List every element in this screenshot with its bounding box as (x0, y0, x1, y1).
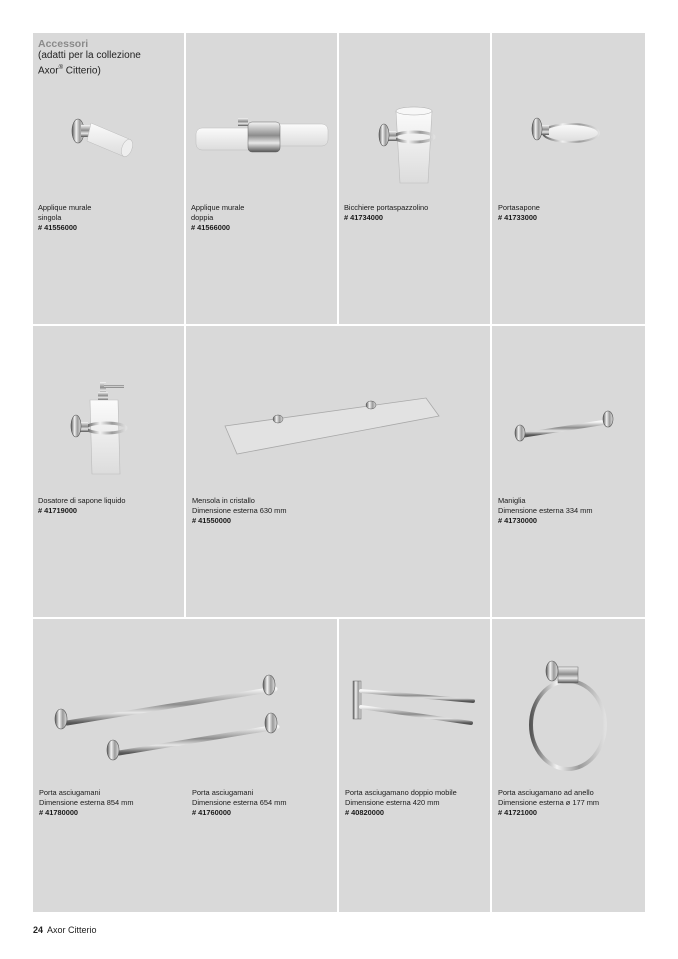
product-code: # 41556000 (38, 223, 78, 232)
portasapone-illustration (527, 111, 607, 151)
heading-line2: Axor® Citterio) (38, 65, 101, 77)
caption-7: Porta asciugamani Dimensione esterna 854 mm # 41780000 (39, 788, 134, 817)
heading-title: Accessori (38, 38, 89, 50)
bicchiere-illustration (374, 105, 444, 190)
caption-8: Porta asciugamani Dimensione esterna 654 mm # 41760000 (192, 788, 287, 817)
product-code: # 41760000 (192, 808, 232, 817)
product-code: # 41780000 (39, 808, 79, 817)
footer-title: Axor Citterio (47, 925, 97, 935)
doppio-mobile-illustration (349, 677, 479, 733)
product-code: # 41550000 (192, 516, 232, 525)
caption-2: Bicchiere portaspazzolino # 41734000 (344, 203, 429, 222)
anello-illustration (524, 657, 614, 775)
caption-10: Porta asciugamano ad anello Dimensione esterna ø 177 mm # 41721000 (498, 788, 600, 817)
product-code: # 41734000 (344, 213, 384, 222)
product-code: # 41733000 (498, 213, 538, 222)
caption-5: Mensola in cristallo Dimensione esterna 630 mm # 41550000 (192, 496, 287, 525)
caption-4: Dosatore di sapone liquido # 41719000 (38, 496, 126, 515)
product-code: # 40820000 (345, 808, 385, 817)
caption-9: Porta asciugamano doppio mobile Dimensione esterna 420 mm # 40820000 (345, 788, 457, 817)
panel-maniglia (492, 326, 645, 617)
caption-1: Applique murale doppia # 41566000 (191, 203, 245, 232)
caption-3: Portasapone # 41733000 (498, 203, 540, 222)
panel-dosatore (33, 326, 184, 617)
product-code: # 41566000 (191, 223, 231, 232)
heading-line1: (adatti per la collezione (38, 50, 141, 61)
product-code: # 41721000 (498, 808, 538, 817)
panel-applique-doppia (186, 33, 337, 324)
panel-portasapone (492, 33, 645, 324)
panel-mensola (186, 326, 490, 617)
panel-porta-asciugamani (33, 619, 337, 912)
caption-6: Maniglia Dimensione esterna 334 mm # 41730000 (498, 496, 593, 525)
mensola-illustration (221, 394, 446, 459)
panel-applique-singola (33, 33, 184, 324)
porta-asciugamani-illustration (47, 671, 297, 771)
applique-doppia-illustration (192, 118, 332, 158)
page-number: 24 (33, 925, 44, 935)
section-heading (38, 38, 141, 77)
dosatore-illustration (68, 378, 138, 478)
panel-anello (492, 619, 645, 912)
page-footer (33, 925, 97, 935)
applique-singola-illustration (63, 111, 173, 171)
product-code: # 41730000 (498, 516, 538, 525)
maniglia-illustration (510, 406, 622, 446)
caption-0: Applique murale singola # 41556000 (38, 203, 92, 232)
panel-doppio-mobile (339, 619, 490, 912)
panel-bicchiere (339, 33, 490, 324)
product-code: # 41719000 (38, 506, 78, 515)
